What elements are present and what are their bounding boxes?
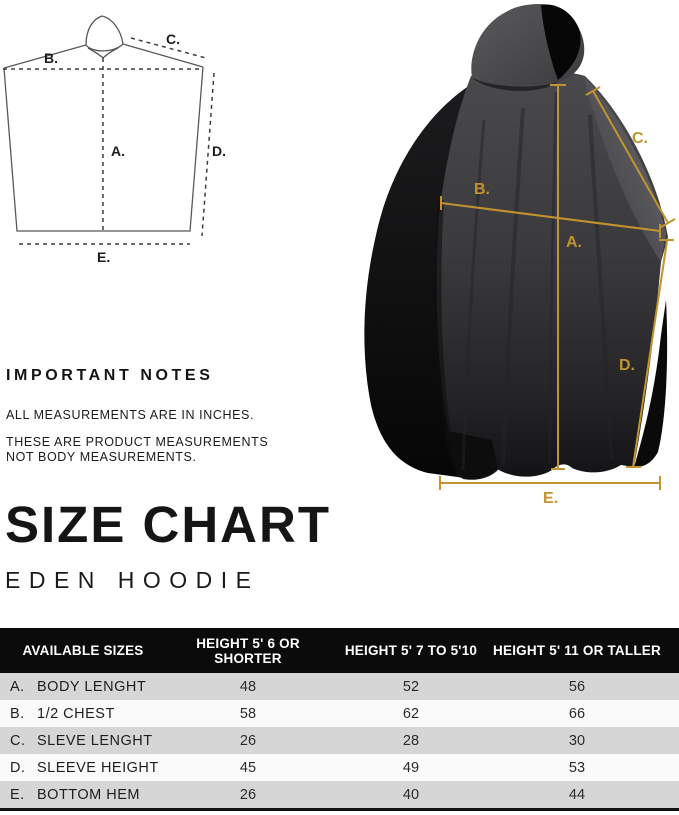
size-table — [0, 628, 679, 811]
col-header-height-3: HEIGHT 5' 11 OR TALLER — [493, 643, 661, 658]
photo-label-b: B. — [474, 181, 490, 198]
diagram-label-b: B. — [44, 50, 58, 66]
row-letter: C. — [10, 732, 26, 749]
row-label: SLEVE LENGHT — [37, 732, 153, 749]
notes-line-1: ALL MEASUREMENTS ARE IN INCHES. — [6, 408, 255, 422]
row-value: 66 — [568, 705, 586, 722]
photo-label-d: D. — [619, 357, 635, 374]
important-notes — [6, 367, 326, 466]
measurement-diagram — [3, 16, 226, 265]
table-row — [0, 754, 679, 781]
row-value: 30 — [568, 732, 586, 749]
photo-label-e: E. — [543, 490, 559, 507]
col-header-height-2: HEIGHT 5' 7 TO 5'10 — [344, 643, 478, 658]
table-row — [0, 781, 679, 808]
col-header-available-sizes: AVAILABLE SIZES — [22, 643, 144, 658]
row-letter: D. — [10, 759, 26, 776]
photo-label-c: C. — [632, 130, 648, 147]
row-value: 62 — [402, 705, 420, 722]
row-value: 58 — [239, 705, 257, 722]
title-block — [5, 496, 331, 594]
row-label: 1/2 CHEST — [37, 705, 115, 722]
row-value: 56 — [568, 678, 586, 695]
diagram-dashed-lines — [3, 38, 214, 244]
page-subtitle: EDEN HOODIE — [5, 567, 260, 593]
notes-line-3: NOT BODY MEASUREMENTS. — [6, 450, 197, 464]
row-label: BOTTOM HEM — [37, 786, 141, 803]
diagram-label-a: A. — [111, 143, 125, 159]
hood-outline — [86, 16, 123, 45]
diagram-label-e: E. — [97, 249, 111, 265]
notes-title: IMPORTANT NOTES — [6, 367, 214, 384]
table-row — [0, 700, 679, 727]
product-photo — [364, 4, 668, 480]
table-header-row — [0, 628, 679, 673]
diagram-label-d: D. — [212, 143, 226, 159]
notes-line-2: THESE ARE PRODUCT MEASUREMENTS — [6, 434, 269, 449]
row-label: BODY LENGHT — [37, 678, 147, 695]
row-value: 40 — [402, 786, 420, 803]
row-value: 49 — [402, 759, 420, 776]
row-letter: E. — [10, 786, 25, 803]
row-value: 53 — [568, 759, 586, 776]
row-value: 26 — [239, 732, 257, 749]
table-row — [0, 673, 679, 700]
row-value: 44 — [568, 786, 586, 803]
row-value: 48 — [239, 678, 257, 695]
row-letter: A. — [10, 678, 25, 695]
row-value: 52 — [402, 678, 420, 695]
page-title: SIZE CHART — [5, 496, 331, 553]
photo-label-a: A. — [566, 234, 582, 251]
row-letter: B. — [10, 705, 25, 722]
row-label: SLEEVE HEIGHT — [37, 759, 159, 776]
col-header-height-1: HEIGHT 5' 6 OR SHORTER — [196, 635, 300, 666]
row-value: 45 — [239, 759, 257, 776]
row-value: 28 — [402, 732, 420, 749]
row-value: 26 — [239, 786, 257, 803]
diagram-label-c: C. — [166, 31, 180, 47]
table-row — [0, 727, 679, 754]
